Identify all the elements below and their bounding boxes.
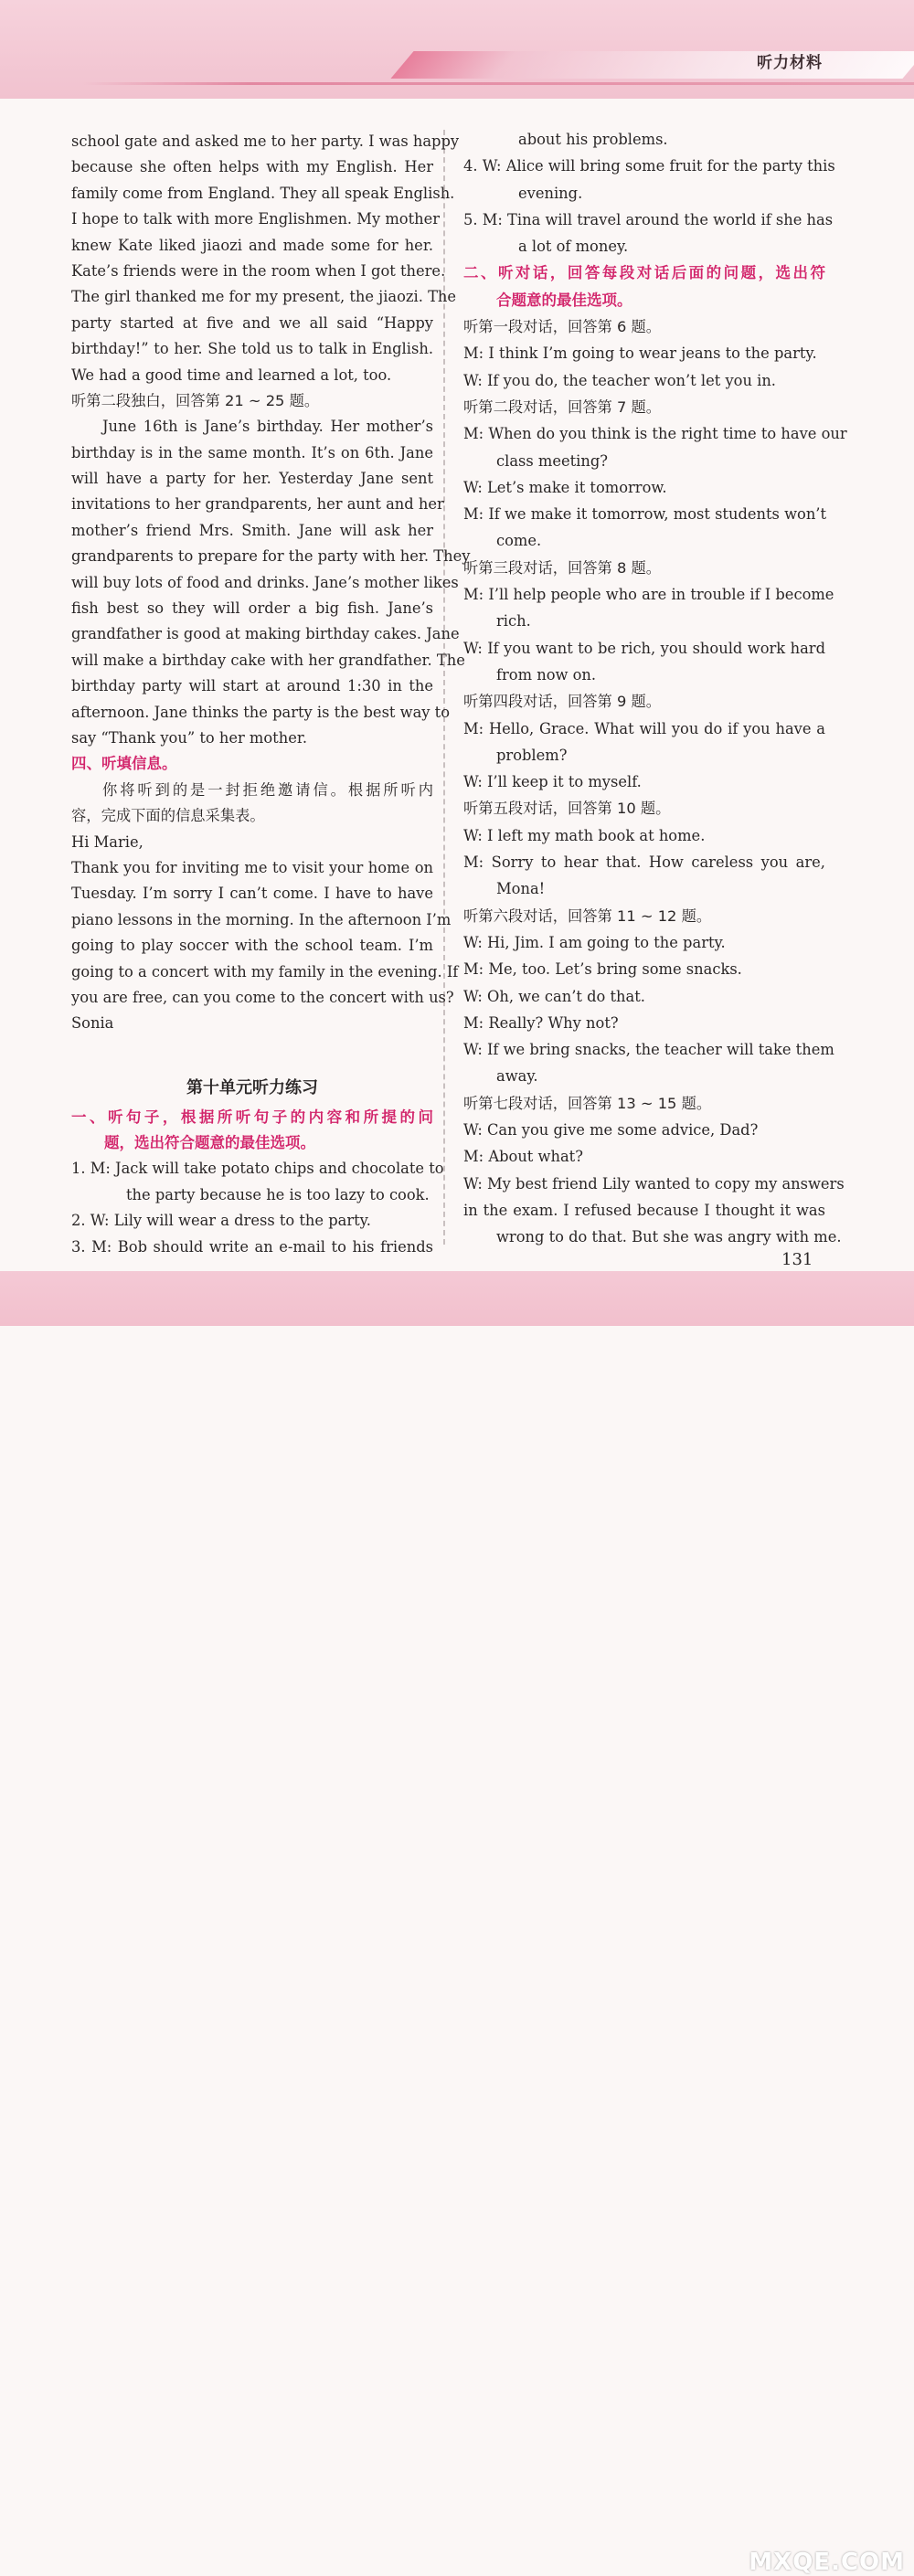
right-line: W: If you do, the teacher won’t let you in.	[463, 371, 776, 389]
left-line: because she often helps with my English. Her	[71, 158, 433, 176]
left-line: will have a party for her. Yesterday Jane sent	[71, 470, 433, 488]
unit-title: 第十单元听力练习	[186, 1077, 318, 1097]
left-line: knew Kate liked jiaozi and made some for her.	[71, 236, 433, 254]
left-line: birthday!” to her. She told us to talk in English.	[71, 340, 433, 358]
right-line: 听第一段对话，回答第 6 题。	[463, 318, 662, 336]
right-line: about his problems.	[518, 131, 668, 148]
right-line: a lot of money.	[518, 238, 629, 256]
left-line: June 16th is Jane’s birthday. Her mother’s	[102, 418, 433, 436]
left-line: will buy lots of food and drinks. Jane’s mother likes	[71, 573, 459, 591]
left-line: mother’s friend Mrs. Smith. Jane will ask her	[71, 521, 433, 539]
spacer	[71, 1037, 433, 1059]
left-line: birthday party will start at around 1:30 in the	[71, 677, 433, 695]
right-line: M: I’ll help people who are in trouble if I become	[463, 586, 834, 604]
left-line: afternoon. Jane thinks the party is the best way to	[71, 703, 451, 721]
right-line: W: Let’s make it tomorrow.	[463, 478, 667, 496]
right-line: rich.	[496, 612, 531, 631]
right-line: 听第六段对话，回答第 11 ~ 12 题。	[463, 906, 712, 925]
left2-line: the party because he is too lazy to cook.	[126, 1185, 430, 1203]
right-line: W: Can you give me some advice, Dad?	[463, 1120, 759, 1139]
right-line: W: If we bring snacks, the teacher will take them	[463, 1041, 834, 1059]
header-title: 听力材料	[757, 54, 823, 72]
left-line: 听第二段独白，回答第 21 ~ 25 题。	[71, 391, 320, 409]
left-line: 容，完成下面的信息采集表。	[71, 807, 265, 825]
watermark-logo: MXQE.COM	[749, 2549, 905, 2576]
header-divider-line	[82, 82, 914, 85]
right-line: 二、听对话，回答每段对话后面的问题，选出符	[463, 264, 825, 282]
left-line: Sonia	[71, 1014, 114, 1033]
right-line: M: About what?	[463, 1148, 583, 1166]
left-text-block	[71, 129, 471, 1037]
right-line: 4. W: Alice will bring some fruit for the party this	[463, 157, 835, 175]
right-line: 听第五段对话，回答第 10 题。	[463, 800, 671, 818]
left-line: 四、听填信息。	[71, 755, 177, 773]
left-line: The girl thanked me for my present, the jiaozi. The	[71, 288, 457, 306]
right-line: W: I left my math book at home.	[463, 826, 706, 844]
right-line: away.	[496, 1067, 538, 1086]
left2-line: 一、听句子，根据所听句子的内容和所提的问	[71, 1108, 433, 1126]
left-column	[71, 129, 471, 1260]
left-line: will make a birthday cake with her grandfather. The	[71, 651, 465, 669]
right-line: 听第七段对话，回答第 13 ~ 15 题。	[463, 1094, 712, 1112]
right-line: from now on.	[496, 665, 597, 684]
left2-line: 题，选出符合题意的最佳选项。	[104, 1134, 315, 1152]
right-line: 听第二段对话，回答第 7 题。	[463, 398, 662, 416]
left-line: I hope to talk with more Englishmen. My mother	[71, 210, 441, 228]
left-line: Tuesday. I’m sorry I can’t come. I have to have	[71, 885, 433, 903]
left-line: piano lessons in the morning. In the afternoon I’m	[71, 910, 452, 928]
right-line: class meeting?	[496, 451, 609, 470]
right-line: Mona!	[496, 880, 546, 898]
right-line: 合题意的最佳选项。	[496, 291, 632, 309]
page-header	[0, 0, 914, 99]
right-line: W: Oh, we can’t do that.	[463, 987, 645, 1005]
left-line: grandfather is good at making birthday cakes. Jane	[71, 625, 460, 643]
left-line: grandparents to prepare for the party with her. They	[71, 547, 471, 566]
left-line: We had a good time and learned a lot, too.	[71, 366, 392, 384]
right-line: M: Me, too. Let’s bring some snacks.	[463, 960, 742, 979]
left-line: school gate and asked me to her party. I was happy	[71, 133, 460, 150]
left-line: going to a concert with my family in the evening. If	[71, 962, 459, 981]
left-line: birthday is in the same month. It’s on 6th. Jane	[71, 443, 433, 461]
left-line: Thank you for inviting me to visit your home on	[71, 858, 433, 876]
right-line: problem?	[496, 746, 568, 764]
left2-line: 1. M: Jack will take potato chips and chocolate to	[71, 1160, 444, 1178]
left2-line: 3. M: Bob should write an e-mail to his friends	[71, 1237, 433, 1256]
right-line: come.	[496, 532, 542, 550]
right-line: M: Sorry to hear that. How careless you are,	[463, 853, 825, 872]
right-line: W: If you want to be rich, you should work hard	[463, 639, 825, 657]
right-line: evening.	[518, 184, 583, 202]
left2-line: 2. W: Lily will wear a dress to the party.	[71, 1212, 371, 1230]
left-line: invitations to her grandparents, her aunt and her	[71, 495, 444, 514]
right-line: wrong to do that. But she was angry with me.	[496, 1228, 842, 1246]
left-line: going to play soccer with the school team. I’m	[71, 937, 433, 955]
left-line: party started at five and we all said “Happy	[71, 313, 433, 332]
right-text-block	[463, 126, 847, 1250]
right-line: W: Hi, Jim. I am going to the party.	[463, 933, 726, 951]
right-line: M: Really? Why not?	[463, 1013, 619, 1032]
left-line: Hi Marie,	[71, 832, 143, 851]
left-line: Kate’s friends were in the room when I got there.	[71, 261, 446, 280]
right-line: 听第四段对话，回答第 9 题。	[463, 693, 662, 711]
unit-exercise-block	[71, 1105, 444, 1260]
right-line: M: Hello, Grace. What will you do if you have a	[463, 719, 825, 737]
right-line: 5. M: Tina will travel around the world if she has	[463, 210, 834, 228]
left-line: you are free, can you come to the concert with us?	[71, 988, 454, 1006]
right-line: M: When do you think is the right time to have our	[463, 425, 847, 443]
right-line: M: If we make it tomorrow, most students won’t	[463, 505, 827, 524]
right-line: W: My best friend Lily wanted to copy my answers	[463, 1174, 845, 1193]
left-line: fish best so they will order a big fish. Jane’s	[71, 599, 433, 618]
left-line: family come from England. They all speak English.	[71, 184, 455, 202]
right-line: 听第三段对话，回答第 8 题。	[463, 558, 662, 577]
right-line: W: I’ll keep it to myself.	[463, 773, 642, 791]
page-number: 131	[781, 1250, 813, 1269]
right-line: in the exam. I refused because I thought it was	[463, 1201, 825, 1219]
left-line: 你将听到的是一封拒绝邀请信。根据所听内	[102, 780, 433, 799]
header-decorative-stripe	[390, 51, 914, 79]
right-line: M: I think I’m going to wear jeans to the party.	[463, 345, 817, 363]
left-line: say “Thank you” to her mother.	[71, 728, 307, 747]
page-footer	[0, 1271, 914, 2576]
right-column	[463, 126, 847, 1250]
